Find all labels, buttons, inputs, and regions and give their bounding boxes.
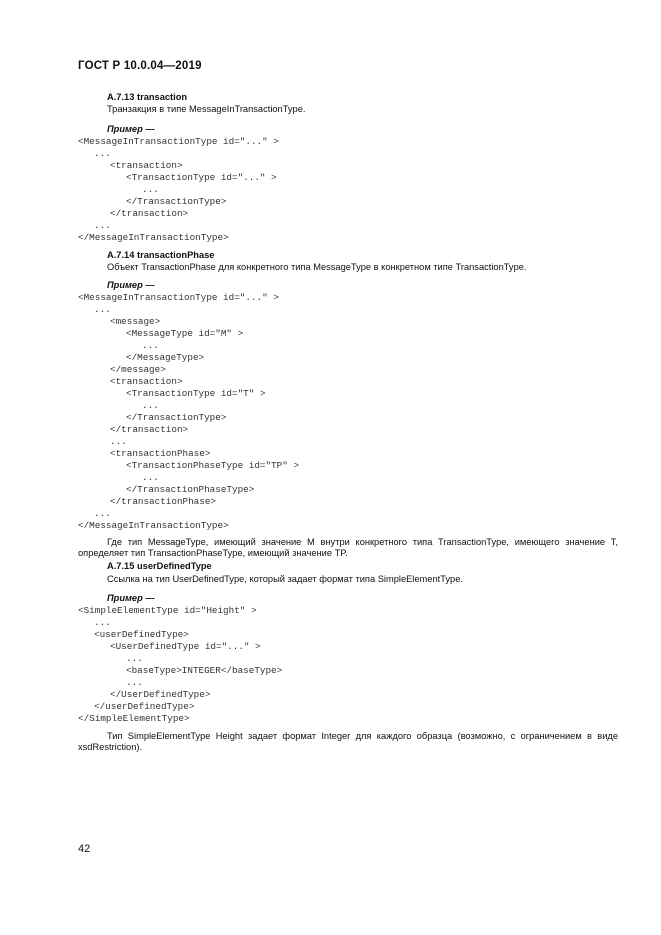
paragraph-line: xsdRestriction). (78, 742, 143, 752)
code-line: </TransactionPhaseType> (126, 484, 255, 495)
code-line: </SimpleElementType> (78, 713, 190, 724)
code-line: ... (94, 220, 111, 231)
code-line: ... (142, 400, 159, 411)
code-line: <TransactionPhaseType id="TP" > (126, 460, 299, 471)
paragraph-line: Где тип MessageType, имеющий значение M внутри конкретного типа TransactionType, имеющего значение T, (107, 537, 618, 547)
code-line: ... (94, 508, 111, 519)
code-line: ... (142, 472, 159, 483)
code-line: </MessageType> (126, 352, 205, 363)
code-line: ... (126, 677, 143, 688)
code-line: ... (94, 148, 111, 159)
example-label: Пример — (107, 593, 155, 603)
code-line: <MessageInTransactionType id="..." > (78, 292, 279, 303)
section-description: Транзакция в типе MessageInTransactionType. (107, 104, 306, 114)
code-line: <MessageInTransactionType id="..." > (78, 136, 279, 147)
code-line: <userDefinedType> (94, 629, 189, 640)
code-line: </TransactionType> (126, 412, 227, 423)
explanation-paragraph (78, 537, 618, 559)
page-number: 42 (78, 843, 91, 855)
code-line: ... (94, 617, 111, 628)
code-line: ... (142, 340, 159, 351)
code-line: ... (142, 184, 159, 195)
paragraph-line: Тип SimpleElementType Height задает формат Integer для каждого образца (возможно, с ограничением в виде (107, 731, 618, 741)
code-line: <TransactionType id="..." > (126, 172, 277, 183)
code-line: </transaction> (110, 424, 189, 435)
section-heading-user-defined-type: A.7.15 userDefinedType (107, 561, 212, 571)
example-label: Пример — (107, 124, 155, 134)
code-line: <transaction> (110, 160, 183, 171)
code-line: ... (126, 653, 143, 664)
section-description: Объект TransactionPhase для конкретного типа MessageType в конкретном типе TransactionType. (107, 262, 527, 272)
code-line: <UserDefinedType id="..." > (110, 641, 261, 652)
code-line: </userDefinedType> (94, 701, 195, 712)
code-line: <transactionPhase> (110, 448, 211, 459)
document-header: ГОСТ Р 10.0.04—2019 (78, 60, 202, 72)
code-line: </TransactionType> (126, 196, 227, 207)
code-line: <baseType>INTEGER</baseType> (126, 665, 283, 676)
code-line: <SimpleElementType id="Height" > (78, 605, 257, 616)
example-label: Пример — (107, 280, 155, 290)
code-line: </MessageInTransactionType> (78, 520, 229, 531)
code-line: <TransactionType id="T" > (126, 388, 266, 399)
code-line: <message> (110, 316, 161, 327)
explanation-paragraph (78, 731, 618, 753)
code-line: <transaction> (110, 376, 183, 387)
section-heading-transaction-phase: A.7.14 transactionPhase (107, 250, 215, 260)
paragraph-line: определяет тип TransactionPhaseType, имеющий значение TP. (78, 548, 348, 558)
code-line: </transactionPhase> (110, 496, 217, 507)
code-line: </transaction> (110, 208, 189, 219)
section-description: Ссылка на тип UserDefinedType, который задает формат типа SimpleElementType. (107, 574, 463, 584)
code-line: ... (94, 304, 111, 315)
code-line: </MessageInTransactionType> (78, 232, 229, 243)
code-line: ... (110, 436, 127, 447)
code-line: </UserDefinedType> (110, 689, 211, 700)
code-line: <MessageType id="M" > (126, 328, 244, 339)
section-heading-transaction: A.7.13 transaction (107, 92, 188, 102)
code-line: </message> (110, 364, 166, 375)
